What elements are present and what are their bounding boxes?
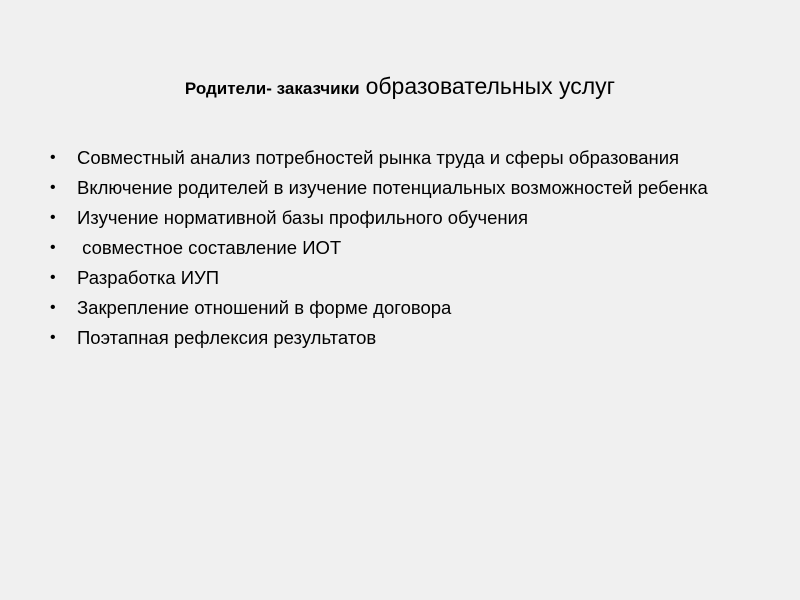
bullet-item-2: [50, 176, 770, 200]
bullet-item-1: [50, 146, 770, 170]
bullet-dot-icon: •: [50, 149, 56, 166]
bullet-list: [50, 146, 770, 356]
bullet-text: совместное составление ИОТ: [77, 237, 342, 258]
bullet-item-5: [50, 266, 770, 290]
bullet-dot-icon: •: [50, 329, 56, 346]
bullet-text: Разработка ИУП: [77, 267, 220, 288]
bullet-item-6: [50, 296, 770, 320]
bullet-dot-icon: •: [50, 209, 56, 226]
bullet-dot-icon: •: [50, 239, 56, 256]
bullet-dot-icon: •: [50, 179, 56, 196]
bullet-text: Поэтапная рефлексия результатов: [77, 327, 377, 348]
bullet-text: Включение родителей в изучение потенциальных возможностей ребенка: [77, 177, 708, 198]
title-bold-part: Родители- заказчики: [184, 79, 360, 98]
slide-title: [0, 66, 800, 110]
bullet-text: Изучение нормативной базы профильного обучения: [77, 207, 528, 228]
bullet-item-3: [50, 206, 770, 230]
bullet-text: Закрепление отношений в форме договора: [77, 297, 452, 318]
bullet-dot-icon: •: [50, 299, 56, 316]
bullet-dot-icon: •: [50, 269, 56, 286]
title-regular-part: образовательных услуг: [365, 73, 616, 99]
bullet-item-4: [50, 236, 770, 260]
bullet-text: Совместный анализ потребностей рынка труда и сферы образования: [77, 147, 680, 168]
bullet-item-7: [50, 326, 770, 350]
